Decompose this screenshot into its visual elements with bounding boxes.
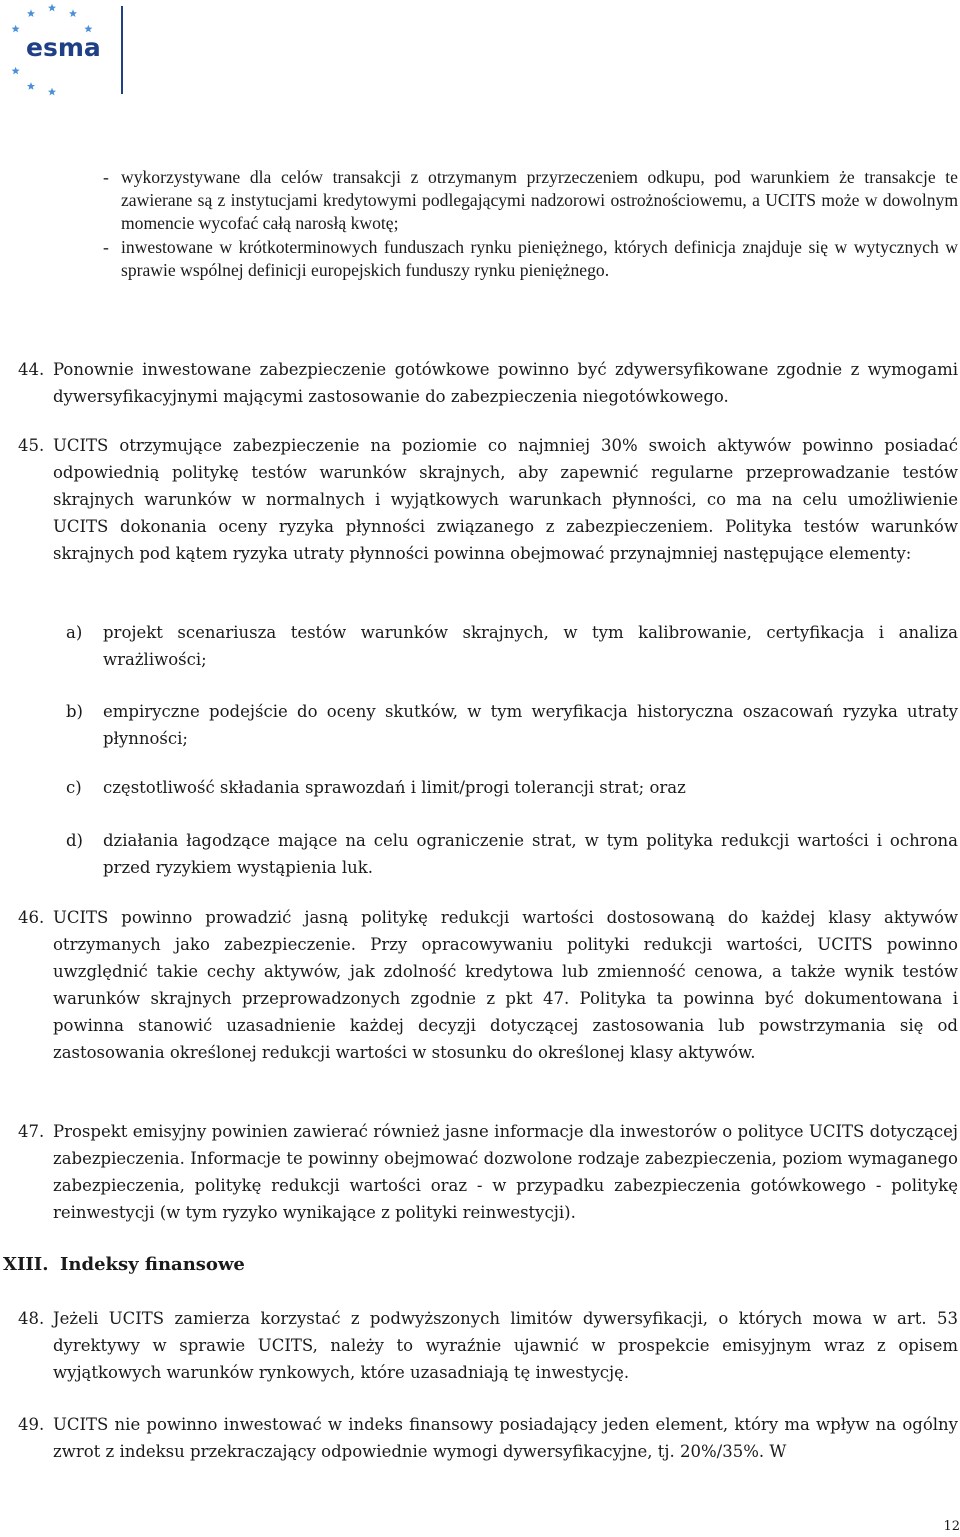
paragraph-49 (18, 1411, 958, 1465)
list-item-label: c) (66, 778, 82, 797)
section-title: Indeksy finansowe (60, 1254, 245, 1275)
paragraph-number: 48. (18, 1309, 45, 1328)
paragraph-text: Jeżeli UCITS zamierza korzystać z podwyższonych limitów dywersyfikacji, o których mowa w art. 53 dyrektywy w sprawie UCITS, należy to wyraźnie ujawnić w prospekcie emisyjnym wraz z opisem wyjątkowych warunków rynkowych, które uzasadniają tę inwestycję. (53, 1309, 958, 1382)
paragraph-text: Ponownie inwestowane zabezpieczenie gotówkowe powinno być zdywersyfikowane zgodnie z wymogami dywersyfikacyjnymi mającymi zastosowanie do zabezpieczenia niegotówkowego. (53, 360, 958, 406)
list-item-text: częstotliwość składania sprawozdań i limit/progi tolerancji strat; oraz (103, 778, 686, 797)
list-item-b (66, 698, 958, 752)
star-icon (48, 88, 56, 96)
list-item-label: a) (66, 623, 83, 642)
page-number: 12 (943, 1519, 960, 1534)
star-icon (12, 67, 20, 75)
list-item-text: działania łagodzące mające na celu ograniczenie strat, w tym polityka redukcji wartości i ochrona przed ryzykiem wystąpienia luk. (103, 831, 958, 877)
dash-item-text: inwestowane w krótkoterminowych funduszach rynku pieniężnego, których definicja znajduje się w wytycznych w sprawie wspólnej definicji europejskich funduszy rynku pieniężnego. (121, 236, 958, 280)
paragraph-text: UCITS nie powinno inwestować w indeks finansowy posiadający jeden element, który ma wpływ na ogólny zwrot z indeksu przekraczający odpowiednie wymogi dywersyfikacyjne, tj. 20%/35%. W (53, 1415, 958, 1461)
star-icon (27, 82, 35, 90)
list-item-text: projekt scenariusza testów warunków skrajnych, w tym kalibrowanie, certyfikacja i analiza wrażliwości; (103, 623, 958, 669)
paragraph-45 (18, 432, 958, 567)
paragraph-text: UCITS otrzymujące zabezpieczenie na poziomie co najmniej 30% swoich aktywów powinno posiadać odpowiednią politykę testów warunków skrajnych, aby zapewnić regularne przeprowadzanie testów skrajnych warunków w normalnych i wyjątkowych warunkach płynności, co ma na celu umożliwienie UCITS dokonania oceny ryzyka płynności związanego z zabezpieczeniem. Polityka testów warunków skrajnych pod kątem ryzyka utraty płynności powinna obejmować przynajmniej następujące elementy: (53, 436, 958, 563)
logo-text: esma (26, 33, 101, 62)
paragraph-46 (18, 904, 958, 1066)
dash-item-text: wykorzystywane dla celów transakcji z otrzymanym przyrzeczeniem odkupu, pod warunkiem że transakcje te zawierane są z instytucjami kredytowymi podlegającymi nadzorowi ostrożnościowemu, a UCITS może w dowolnym momencie wycofać całą narosłą kwotę; (121, 167, 958, 234)
star-icon (12, 25, 20, 33)
paragraph-number: 44. (18, 360, 45, 379)
paragraph-number: 47. (18, 1122, 45, 1141)
esma-logo (0, 0, 130, 100)
dash-item (103, 166, 958, 236)
paragraph-number: 46. (18, 908, 45, 927)
dash-marker: - (103, 167, 109, 187)
list-item-label: d) (66, 831, 83, 850)
paragraph-44 (18, 356, 958, 410)
dash-marker: - (103, 236, 109, 257)
paragraph-text: Prospekt emisyjny powinien zawierać również jasne informacje dla inwestorów o polityce UCITS dotyczącej zabezpieczenia. Informacje te powinny obejmować dozwolone rodzaje zabezpieczenia, poziom wymaganego zabezpieczenia, politykę redukcji wartości oraz - w przypadku zabezpieczenia gotówkowego - politykę reinwestycji (w tym ryzyko wynikające z polityki reinwestycji). (53, 1122, 958, 1222)
list-item-text: empiryczne podejście do oceny skutków, w tym weryfikacja historyczna oszacowań ryzyka utraty płynności; (103, 702, 958, 748)
list-item-a (66, 619, 958, 673)
star-icon (27, 9, 35, 17)
section-heading (3, 1254, 245, 1275)
dash-item (103, 236, 958, 282)
logo-divider (121, 6, 123, 94)
section-number: XIII. (3, 1254, 49, 1275)
list-item-label: b) (66, 702, 83, 721)
paragraph-48 (18, 1305, 958, 1386)
paragraph-47 (18, 1118, 958, 1226)
paragraph-number: 45. (18, 436, 45, 455)
list-item-c (66, 774, 958, 801)
list-item-d (66, 827, 958, 881)
star-icon (69, 9, 77, 17)
star-icon (48, 4, 56, 12)
paragraph-text: UCITS powinno prowadzić jasną politykę redukcji wartości dostosowaną do każdej klasy aktywów otrzymanych jako zabezpieczenie. Przy opracowywaniu polityki redukcji wartości, UCITS powinno uwzględnić takie cechy aktywów, jak zdolność kredytowa lub zmienność cenowa, a także wynik testów warunków skrajnych przeprowadzonych zgodnie z pkt 47. Polityka ta powinna być dokumentowana i powinna stanowić uzasadnienie każdej decyzji dotyczącej zastosowania lub powstrzymania się od zastosowania określonej redukcji wartości w stosunku do określonej klasy aktywów. (53, 908, 958, 1062)
paragraph-number: 49. (18, 1415, 45, 1434)
star-icon (84, 25, 92, 33)
dash-list (103, 166, 958, 282)
